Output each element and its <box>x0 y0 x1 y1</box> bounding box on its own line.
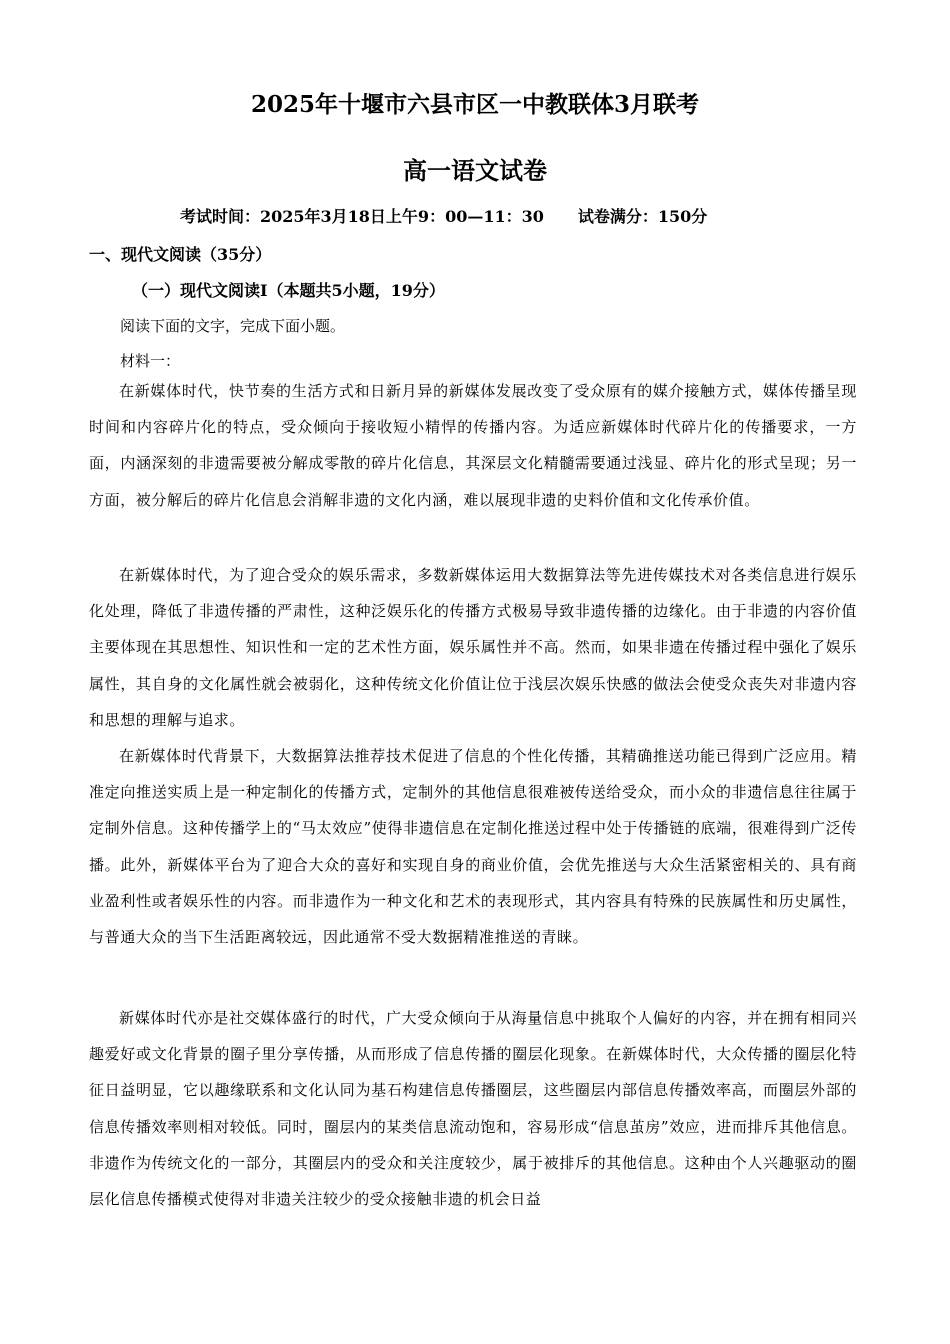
exam-main-title: 2025年十堰市六县市区一中教联体3月联考 <box>250 91 700 118</box>
reading-instruction: 阅读下面的文字，完成下面小题。 <box>120 317 346 335</box>
exam-sub-title: 高一语文试卷 <box>403 156 547 185</box>
subsection-heading: （一）现代文阅读Ⅰ（本题共5小题，19分） <box>132 281 445 300</box>
paragraph: 在新媒体时代背景下，大数据算法推荐技术促进了信息的个性化传播，其精确推送功能已得到广泛应用。精准定向推送实质上是一种定制化的传播方式，定制外的其他信息很难被传送给受众，而小众的非遗信息往往属于定制外信息。这种传播学上的“马太效应”使得非遗信息在定制化推送过程中处于传播链的底端，很难得到广泛传播。此外，新媒体平台为了迎合大众的喜好和实现自身的商业价值，会优先推送与大众生活紧密相关的、具有商业盈利性或者娱乐性的内容。而非遗作为一种文化和艺术的表现形式，其内容具有特殊的民族属性和历史属性，与普通大众的当下生活距离较远，因此通常不受大数据精准推送的青睐。 <box>89 747 857 947</box>
section-heading: 一、现代文阅读（35分） <box>89 245 272 264</box>
exam-info <box>180 204 707 227</box>
exam-time: 考试时间：2025年3月18日上午9：00—11：30 <box>180 207 544 226</box>
material-label: 材料一： <box>120 352 181 370</box>
paragraph: 在新媒体时代，为了迎合受众的娱乐需求，多数新媒体运用大数据算法等先进传媒技术对各类信息进行娱乐化处理，降低了非遗传播的严肃性，这种泛娱乐化的传播方式极易导致非遗传播的边缘化。由于非遗的内容价值主要体现在其思想性、知识性和一定的艺术性方面，娱乐属性并不高。然而，如果非遗在传播过程中强化了娱乐属性，其自身的文化属性就会被弱化，这种传统文化价值让位于浅层次娱乐快感的做法会使受众丧失对非遗内容和思想的理解与追求。 <box>89 566 857 729</box>
paragraph: 在新媒体时代，快节奏的生活方式和日新月异的新媒体发展改变了受众原有的媒介接触方式，媒体传播呈现时间和内容碎片化的特点，受众倾向于接收短小精悍的传播内容。为适应新媒体时代碎片化的传播要求，一方面，内涵深刻的非遗需要被分解成零散的碎片化信息，其深层文化精髓需要通过浅显、碎片化的形式呈现；另一方面，被分解后的碎片化信息会消解非遗的文化内涵，难以展现非遗的史料价值和文化传承价值。 <box>89 382 857 509</box>
paragraph: 新媒体时代亦是社交媒体盛行的时代，广大受众倾向于从海量信息中挑取个人偏好的内容，并在拥有相同兴趣爱好或文化背景的圈子里分享传播，从而形成了信息传播的圈层化现象。在新媒体时代，大众传播的圈层化特征日益明显，它以趣缘联系和文化认同为基石构建信息传播圈层，这些圈层内部信息传播效率高，而圈层外部的信息传播效率则相对较低。同时，圈层内的某类信息流动饱和，容易形成“信息茧房”效应，进而排斥其他信息。非遗作为传统文化的一部分，其圈层内的受众和关注度较少，属于被排斥的其他信息。这种由个人兴趣驱动的圈层化信息传播模式使得对非遗关注较少的受众接触非遗的机会日益 <box>89 1009 857 1209</box>
full-score: 试卷满分：150分 <box>577 207 708 226</box>
